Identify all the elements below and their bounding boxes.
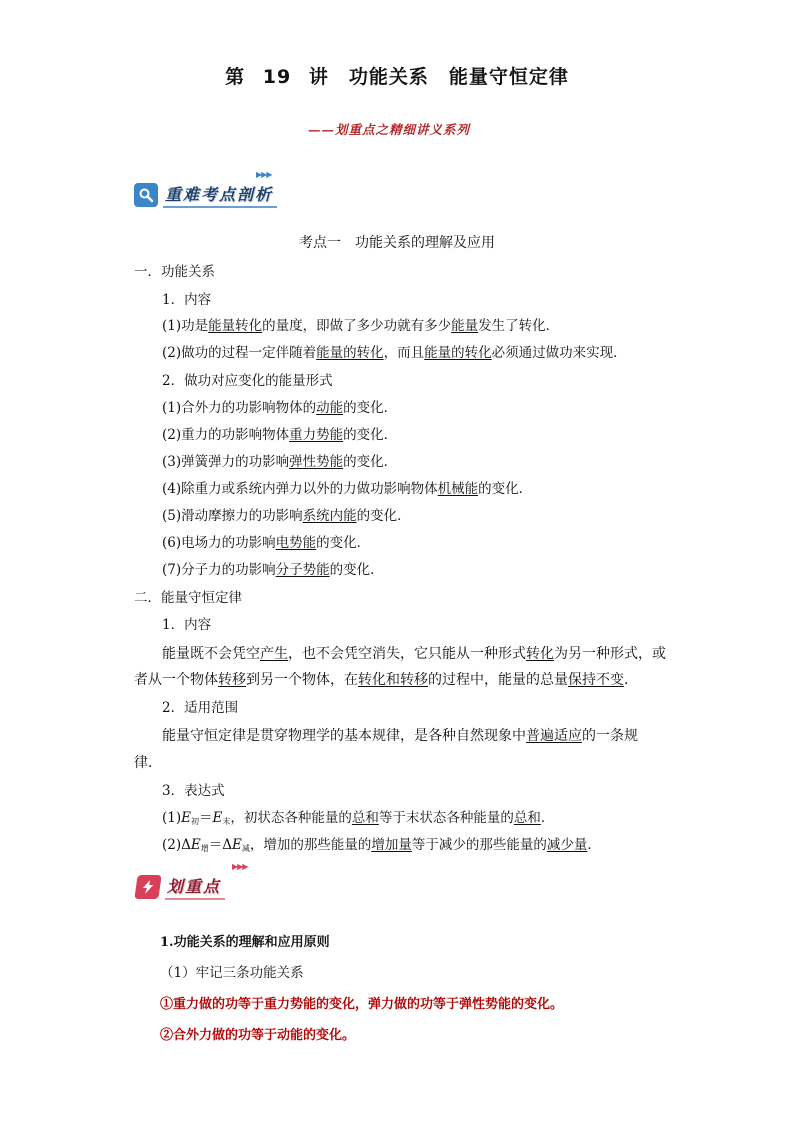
formula-2: $(2)\Delta E_增=\Delta E_减$，增加的那些能量的增加量等于减少的那些能量的减少量．: [162, 837, 601, 853]
part2-heading: 二．能量守恒定律: [134, 590, 242, 606]
list-item: (1)合外力的功影响物体的动能的变化．: [162, 400, 398, 416]
part1-line2: (2)做功的过程一定伴随着能量的转化，而且能量的转化必须通过做功来实现．: [162, 345, 627, 361]
section-title: 考点一 功能关系的理解及应用: [299, 235, 495, 251]
part2-paragraph-line1: 能量既不会凭空产生，也不会凭空消失，它只能从一种形式转化为另一种形式，或: [162, 646, 666, 662]
list-item: (2)重力的功影响物体重力势能的变化．: [162, 427, 398, 443]
list-item: (4)除重力或系统内弹力以外的力做功影响物体机械能的变化．: [162, 481, 533, 497]
key-sub: （1）牢记三条功能关系: [160, 965, 304, 981]
key-heading: 1.功能关系的理解和应用原则: [160, 935, 330, 950]
part1-heading: 一．功能关系: [134, 264, 215, 280]
key-rule-2: ②合外力做的功等于动能的变化。: [160, 1028, 356, 1043]
page-subtitle: ——划重点之精细讲义系列: [308, 122, 471, 137]
badge-key-point: [136, 862, 248, 900]
list-item: (3)弹簧弹力的功影响弹性势能的变化．: [162, 454, 398, 470]
part2-paragraph-line4: 律．: [134, 755, 162, 771]
magnifier-icon: [134, 183, 158, 207]
part2-sub2: 2．适用范围: [162, 700, 239, 716]
part1-sub2: 2．做功对应变化的能量形式: [162, 373, 333, 389]
badge-key-points-analysis: [134, 170, 277, 208]
formula-1: $(1)E_初=E_末$，初状态各种能量的总和等于末状态各种能量的总和．: [162, 810, 555, 826]
arrows-icon: ▶▶▶: [256, 170, 272, 179]
page-title: 第 19 讲 功能关系 能量守恒定律: [225, 66, 569, 88]
list-item: (6)电场力的功影响电势能的变化．: [162, 535, 371, 551]
arrows-icon: ▶▶▶: [232, 862, 248, 871]
part2-paragraph-line2: 者从一个物体转移到另一个物体，在转化和转移的过程中，能量的总量保持不变．: [134, 672, 638, 688]
list-item: (5)滑动摩擦力的功影响系统内能的变化．: [162, 508, 411, 524]
part2-sub1: 1．内容: [162, 617, 212, 633]
badge-label: 划重点: [165, 874, 225, 900]
part1-line1: (1)功是能量转化的量度，即做了多少功就有多少能量发生了转化．: [162, 318, 560, 334]
lightning-icon: [134, 875, 161, 899]
part1-sub1: 1．内容: [162, 292, 212, 308]
key-rule-1: ①重力做的功等于重力势能的变化，弹力做的功等于弹性势能的变化。: [160, 997, 564, 1012]
list-item: (7)分子力的功影响分子势能的变化．: [162, 562, 384, 578]
part2-sub3: 3．表达式: [162, 783, 225, 799]
part2-paragraph-line3: 能量守恒定律是贯穿物理学的基本规律，是各种自然现象中普遍适应的一条规: [162, 728, 638, 744]
badge-label: 重难考点剖析: [163, 182, 277, 208]
